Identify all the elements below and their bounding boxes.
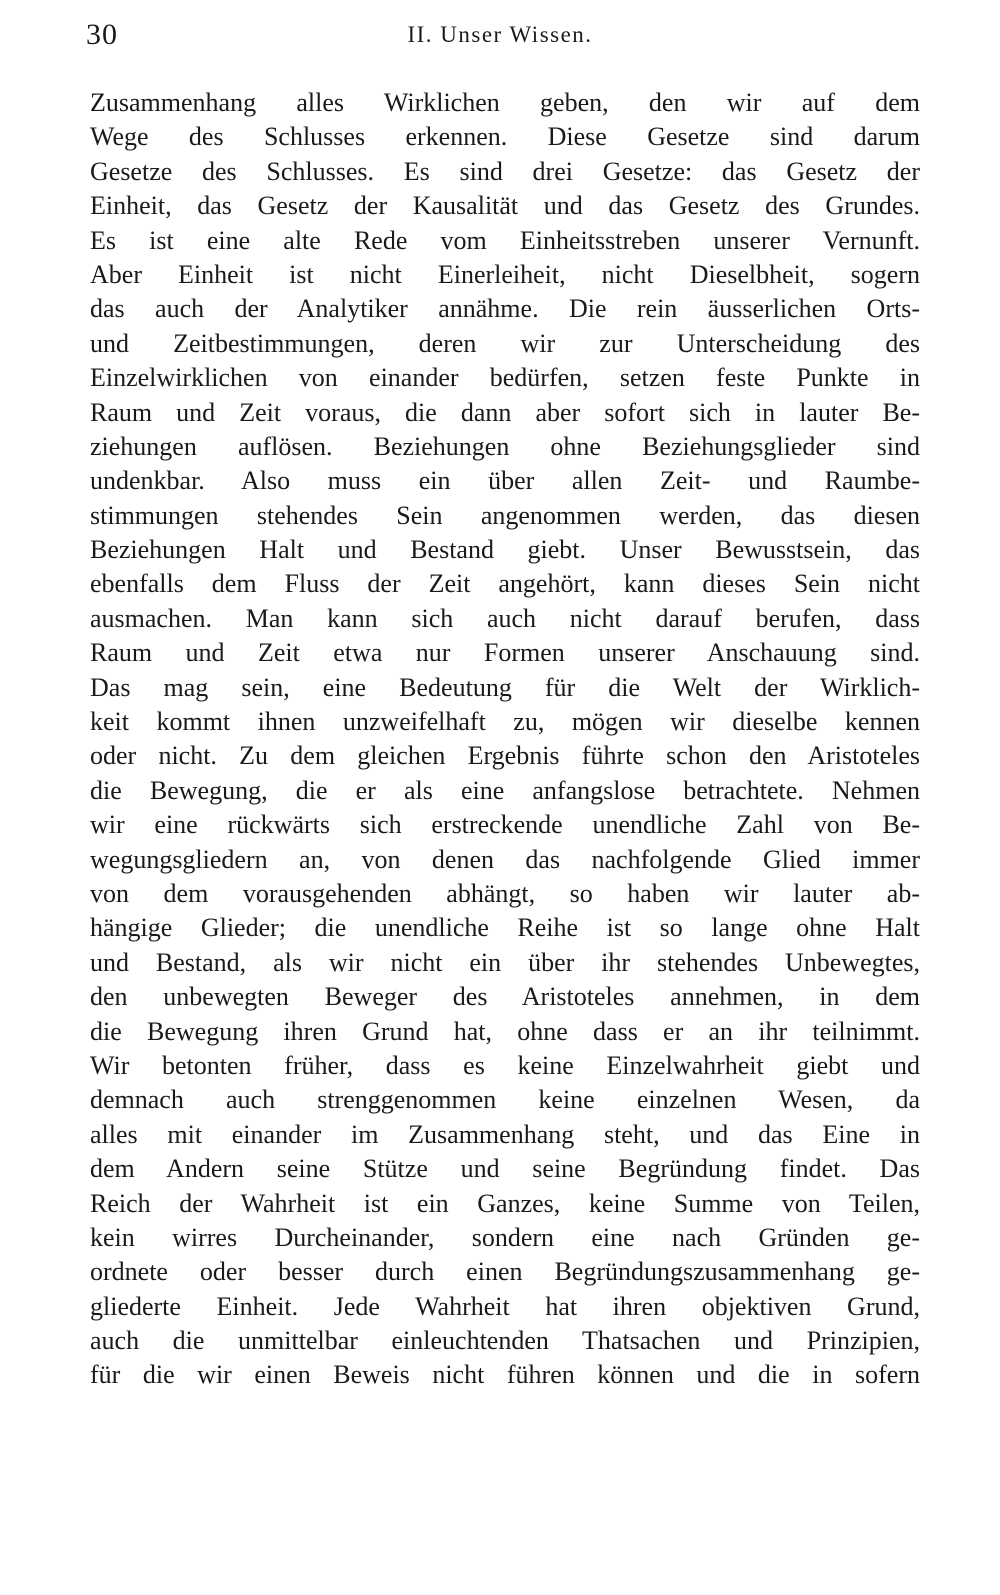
- text-line: Reich der Wahrheit ist ein Ganzes, keine Summe von Teilen,: [90, 1188, 920, 1218]
- text-line: Aber Einheit ist nicht Einerleiheit, nicht Dieselbheit, sogern: [90, 259, 920, 289]
- text-line: Das mag sein, eine Bedeutung für die Welt der Wirklich-: [90, 672, 920, 702]
- text-line: gliederte Einheit. Jede Wahrheit hat ihren objektiven Grund,: [90, 1291, 920, 1321]
- text-line: Zusammenhang alles Wirklichen geben, den wir auf dem: [90, 88, 920, 117]
- text-line: undenkbar. Also muss ein über allen Zeit- und Raumbe-: [90, 466, 920, 496]
- text-line: Es ist eine alte Rede vom Einheitsstreben unserer Vernunft.: [90, 225, 920, 255]
- text-line: auch die unmittelbar einleuchtenden Thatsachen und Prinzipien,: [90, 1326, 920, 1356]
- text-line: Wir betonten früher, dass es keine Einzelwahrheit giebt und: [90, 1050, 920, 1080]
- text-line: ebenfalls dem Fluss der Zeit angehört, kann dieses Sein nicht: [90, 569, 920, 599]
- text-line: ziehungen auflösen. Beziehungen ohne Beziehungsglieder sind: [90, 431, 920, 461]
- text-line: Beziehungen Halt und Bestand giebt. Unser Bewusstsein, das: [90, 535, 920, 565]
- text-line: kein wirres Durcheinander, sondern eine nach Gründen ge-: [90, 1222, 920, 1252]
- text-line: das auch der Analytiker annähme. Die rein äusserlichen Orts-: [90, 294, 920, 324]
- text-line: die Bewegung ihren Grund hat, ohne dass er an ihr teilnimmt.: [90, 1016, 920, 1046]
- text-line: ordnete oder besser durch einen Begründungszusammenhang ge-: [90, 1257, 920, 1287]
- text-line: Gesetze des Schlusses. Es sind drei Gesetze: das Gesetz der: [90, 156, 920, 186]
- text-line: stimmungen stehendes Sein angenommen werden, das diesen: [90, 500, 920, 530]
- text-line: Einheit, das Gesetz der Kausalität und das Gesetz des Grundes.: [90, 191, 920, 221]
- page-number: 30: [86, 18, 118, 51]
- text-line: wegungsgliedern an, von denen das nachfolgende Glied immer: [90, 844, 920, 874]
- text-line: den unbewegten Beweger des Aristoteles annehmen, in dem: [90, 982, 920, 1012]
- body-text: [90, 86, 920, 1393]
- text-line: dem Andern seine Stütze und seine Begründung findet. Das: [90, 1154, 920, 1184]
- text-line: wir eine rückwärts sich erstreckende unendliche Zahl von Be-: [90, 810, 920, 840]
- text-line: und Zeitbestimmungen, deren wir zur Unterscheidung des: [90, 328, 920, 358]
- running-head: [0, 18, 1000, 58]
- text-line: Einzelwirklichen von einander bedürfen, setzen feste Punkte in: [90, 363, 920, 393]
- text-line: und Bestand, als wir nicht ein über ihr stehendes Unbewegtes,: [90, 947, 920, 977]
- text-line: demnach auch strenggenommen keine einzelnen Wesen, da: [90, 1085, 920, 1115]
- text-line: die Bewegung, die er als eine anfangslose betrachtete. Nehmen: [90, 775, 920, 805]
- text-line: Raum und Zeit voraus, die dann aber sofort sich in lauter Be-: [90, 397, 920, 427]
- text-line: oder nicht. Zu dem gleichen Ergebnis führte schon den Aristoteles: [90, 741, 920, 771]
- text-line: alles mit einander im Zusammenhang steht, und das Eine in: [90, 1119, 920, 1149]
- running-head-title: II. Unser Wissen.: [407, 22, 593, 47]
- text-line: von dem vorausgehenden abhängt, so haben wir lauter ab-: [90, 878, 920, 908]
- text-line: ausmachen. Man kann sich auch nicht darauf berufen, dass: [90, 603, 920, 633]
- text-line: hängige Glieder; die unendliche Reihe ist so lange ohne Halt: [90, 913, 920, 943]
- text-line: Wege des Schlusses erkennen. Diese Gesetze sind darum: [90, 122, 920, 152]
- text-line: Raum und Zeit etwa nur Formen unserer Anschauung sind.: [90, 638, 920, 668]
- text-line: für die wir einen Beweis nicht führen können und die in sofern: [90, 1360, 920, 1390]
- text-line: keit kommt ihnen unzweifelhaft zu, mögen wir dieselbe kennen: [90, 707, 920, 737]
